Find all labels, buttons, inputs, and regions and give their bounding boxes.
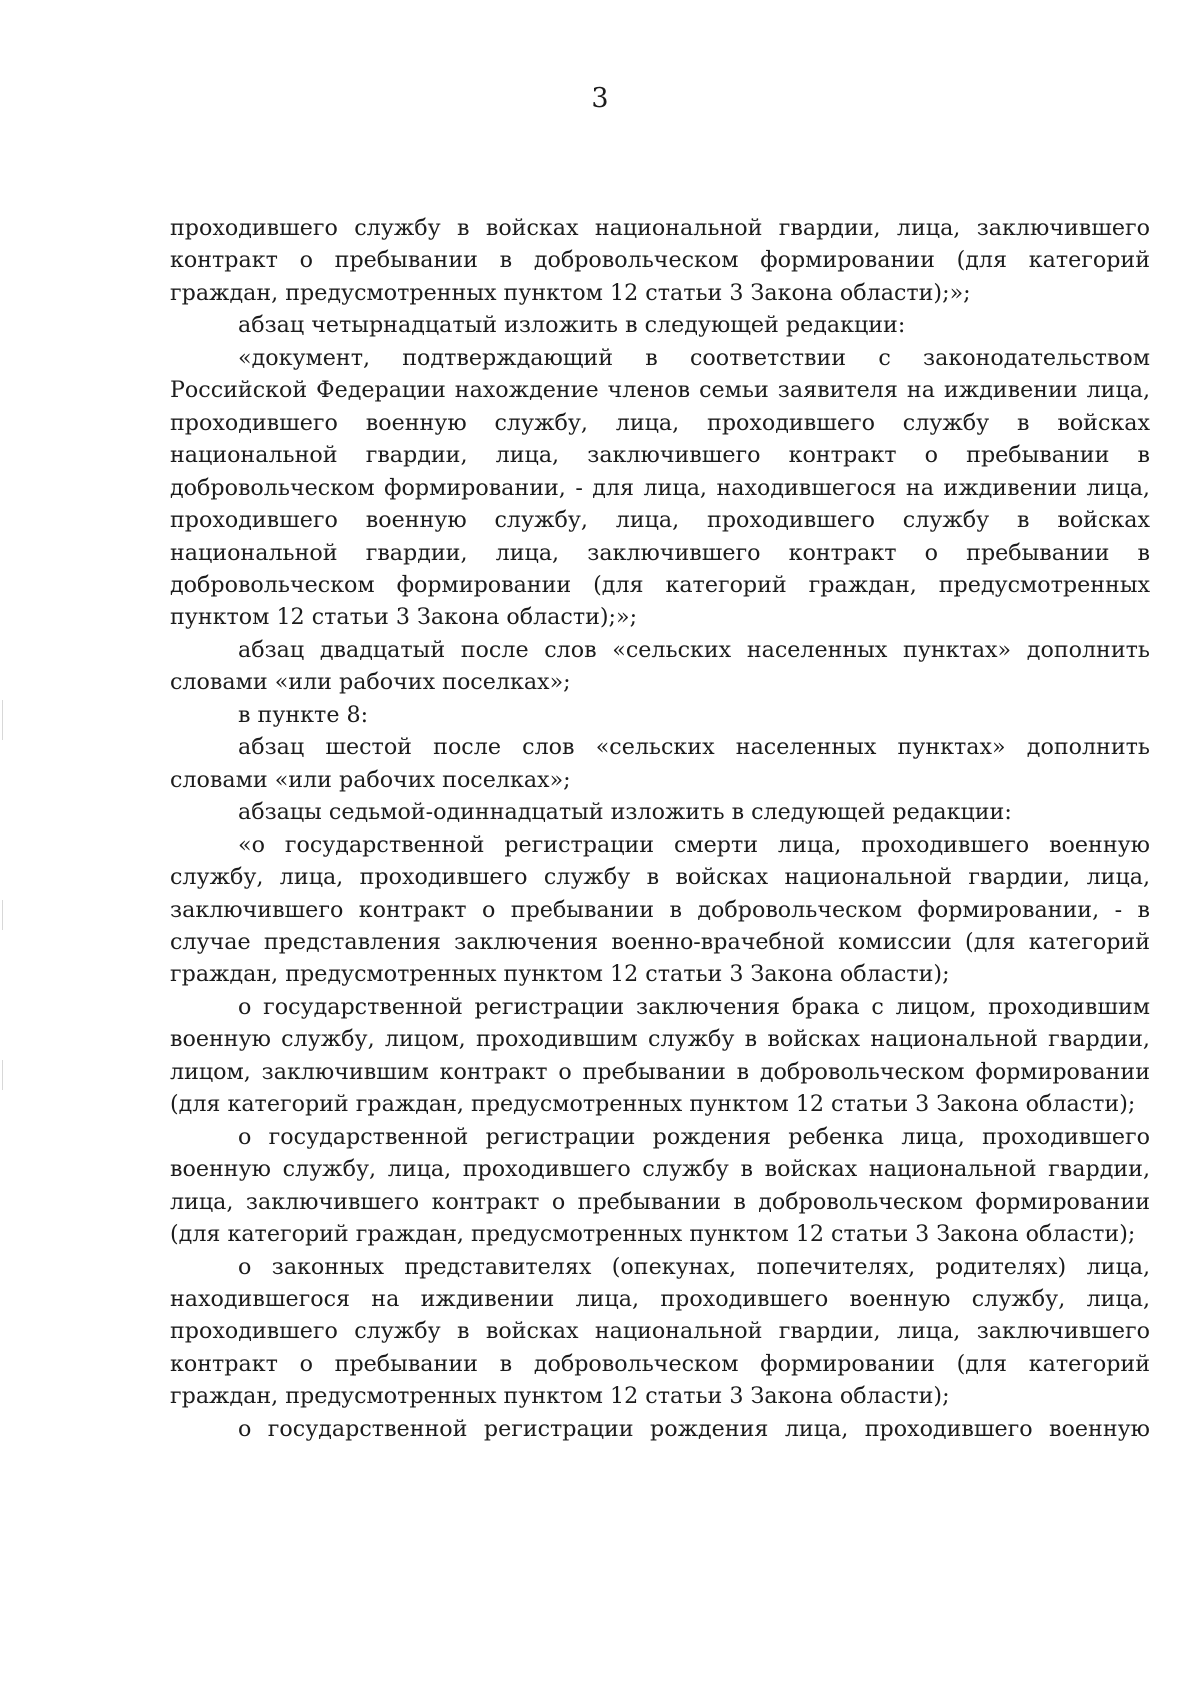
page-number: 3 [591,83,609,114]
paragraph: «о государственной регистрации смерти лица, проходившего военную службу, лица, проходившего службу в войсках национальной гвардии, лица, заключившего контракт о пребывании в добровольческом формировании, - в случае представления заключения военно-врачебной комиссии (для категорий граждан, предусмотренных пунктом 12 статьи 3 Закона области); [170,831,1150,988]
scan-edge-mark [2,900,3,930]
paragraph: абзац двадцатый после слов «сельских населенных пунктах» дополнить словами «или рабочих поселках»; [170,636,1150,696]
paragraph: проходившего службу в войсках национальной гвардии, лица, заключившего контракт о пребывании в добровольческом формировании (для категорий граждан, предусмотренных пунктом 12 статьи 3 Закона области);»; [170,215,1150,306]
paragraph: абзац четырнадцатый изложить в следующей редакции: [238,312,906,339]
paragraph: абзацы седьмой-одиннадцатый изложить в следующей редакции: [238,799,1012,826]
scan-edge-mark [2,700,3,740]
paragraph: абзац шестой после слов «сельских населенных пунктах» дополнить словами «или рабочих поселках»; [170,734,1150,793]
paragraph: о законных представителях (опекунах, попечителях, родителях) лица, находившегося на иждивении лица, проходившего военную службу, лица, проходившего службу в войсках национальной гвардии, лица, заключившего контракт о пребывании в добровольческом формировании (для категорий граждан, предусмотренных пунктом 12 статьи 3 Закона области); [170,1253,1150,1410]
scan-edge-mark [2,1060,3,1090]
paragraph: в пункте 8: [238,701,369,728]
paragraph: о государственной регистрации заключения брака с лицом, проходившим военную службу, лицом, проходившим службу в войсках национальной гвардии, лицом, заключившим контракт о пребывании в добровольческом формировании (для категорий граждан, предусмотренных пунктом 12 статьи 3 Закона области); [170,993,1150,1118]
document-body [170,212,1150,1445]
paragraph: «документ, подтверждающий в соответствии с законодательством Российской Федерации нахождение членов семьи заявителя на иждивении лица, проходившего военную службу, лица, проходившего службу в войсках национальной гвардии, лица, заключившего контракт о пребывании в добровольческом формировании, - для лица, находившегося на иждивении лица, проходившего военную службу, лица, проходившего службу в войсках национальной гвардии, лица, заключившего контракт о пребывании в добровольческом формировании (для категорий граждан, предусмотренных пунктом 12 статьи 3 Закона области);»; [170,344,1150,631]
paragraph: о государственной регистрации рождения ребенка лица, проходившего военную службу, лица, проходившего службу в войсках национальной гвардии, лица, заключившего контракт о пребывании в добровольческом формировании (для категорий граждан, предусмотренных пунктом 12 статьи 3 Закона области); [170,1123,1150,1248]
paragraph: о государственной регистрации рождения лица, проходившего военную [238,1415,1150,1442]
